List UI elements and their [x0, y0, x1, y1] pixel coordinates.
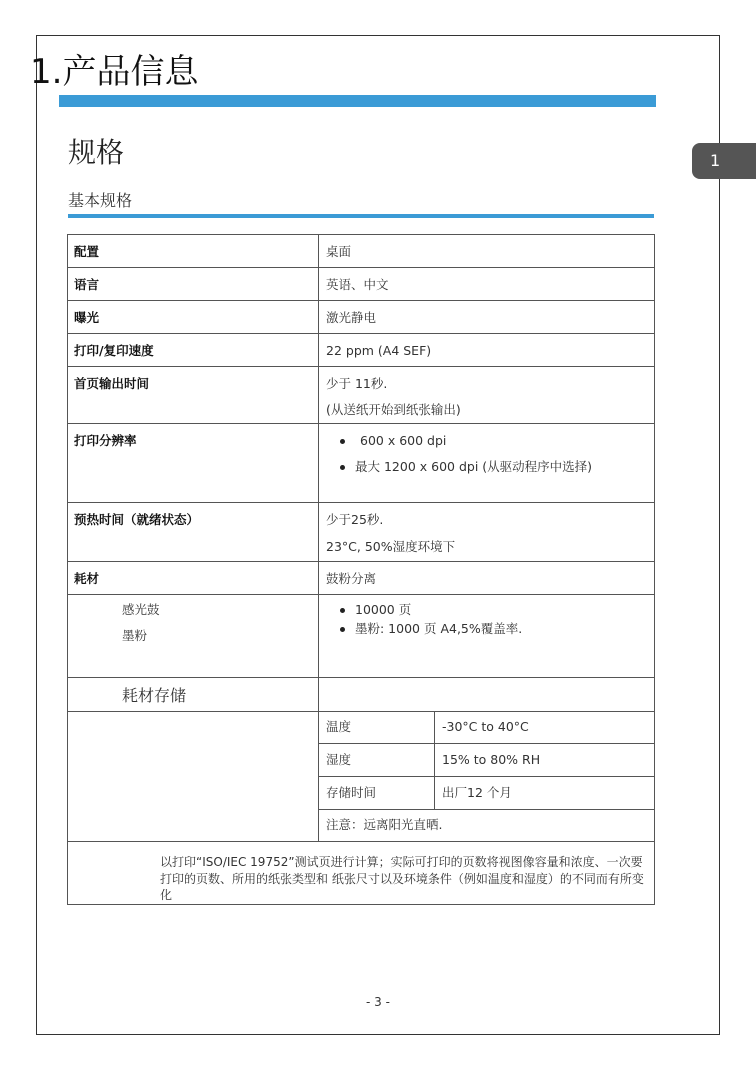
table-rule: [318, 809, 654, 810]
label-temperature: 温度: [326, 719, 352, 734]
table-rule: [318, 776, 654, 777]
yield-footnote: 以打印“ISO/IEC 19752”测试页进行计算；实际可打印的页数将视图像容量和浓度、一次要打印的页数、所用的纸张类型和 纸张尺寸以及环境条件（例如温度和湿度）的不同而有所变化: [160, 855, 644, 902]
value-resolution-1: 600 x 600 dpi: [360, 433, 447, 448]
label-consumables: 耗材: [74, 571, 100, 586]
value-storage-time: 出厂12 个月: [442, 785, 512, 800]
table-rule: [68, 333, 654, 334]
value-warmup-condition: 23°C, 50%湿度环境下: [326, 539, 456, 554]
value-consumables: 鼓粉分离: [326, 571, 377, 586]
section-heading: 规格: [68, 136, 125, 169]
table-rule: [68, 677, 654, 678]
bullet-dot: [340, 439, 345, 444]
label-storage-time: 存储时间: [326, 785, 377, 800]
label-print-speed: 打印/复印速度: [74, 343, 154, 358]
table-rule: [318, 743, 654, 744]
table-rule: [68, 561, 654, 562]
label-warmup-time: 预热时间（就绪状态）: [74, 512, 200, 527]
table-rule: [68, 502, 654, 503]
table-rule: [68, 423, 654, 424]
value-humidity: 15% to 80% RH: [442, 752, 541, 767]
table-rule: [68, 300, 654, 301]
page-number: - 3 -: [366, 995, 390, 1009]
value-temperature: -30°C to 40°C: [442, 719, 529, 734]
value-config: 桌面: [326, 244, 352, 259]
chapter-heading-bar: [59, 95, 656, 107]
table-rule: [68, 711, 654, 712]
bullet-dot: [340, 465, 345, 470]
value-exposure: 激光静电: [326, 310, 377, 325]
bullet-dot: [340, 627, 345, 632]
drum-yield: 10000 页: [355, 602, 412, 617]
label-config: 配置: [74, 244, 100, 259]
consumable-toner: 墨粉: [122, 628, 148, 643]
table-rule: [68, 366, 654, 367]
table-column-rule: [318, 235, 319, 841]
label-language: 语言: [74, 277, 100, 292]
spec-table: [67, 234, 655, 905]
consumable-drum: 感光鼓: [122, 602, 160, 617]
chapter-tab[interactable]: 1: [692, 143, 756, 179]
subsection-heading-bar: [68, 214, 654, 218]
toner-yield: 墨粉: 1000 页 A4,5%覆盖率.: [355, 621, 523, 636]
chapter-heading: 1.产品信息: [30, 52, 199, 92]
value-first-page-time-note: (从送纸开始到纸张输出): [326, 402, 461, 417]
label-humidity: 湿度: [326, 752, 352, 767]
value-resolution-2: 最大 1200 x 600 dpi (从驱动程序中选择): [355, 459, 593, 474]
label-first-page-time: 首页输出时间: [74, 376, 150, 391]
value-print-speed: 22 ppm (A4 SEF): [326, 343, 432, 358]
value-first-page-time: 少于 11秒.: [326, 376, 388, 391]
value-language: 英语、中文: [326, 277, 389, 292]
label-exposure: 曝光: [74, 310, 100, 325]
label-resolution: 打印分辨率: [74, 433, 137, 448]
table-column-rule: [434, 711, 435, 809]
label-consumable-storage: 耗材存储: [122, 686, 187, 705]
table-rule: [68, 841, 654, 842]
subsection-heading: 基本规格: [68, 191, 133, 210]
bullet-dot: [340, 608, 345, 613]
storage-note: 注意：远离阳光直晒.: [326, 817, 443, 832]
table-rule: [68, 267, 654, 268]
value-warmup-time: 少于25秒.: [326, 512, 384, 527]
table-rule: [68, 594, 654, 595]
